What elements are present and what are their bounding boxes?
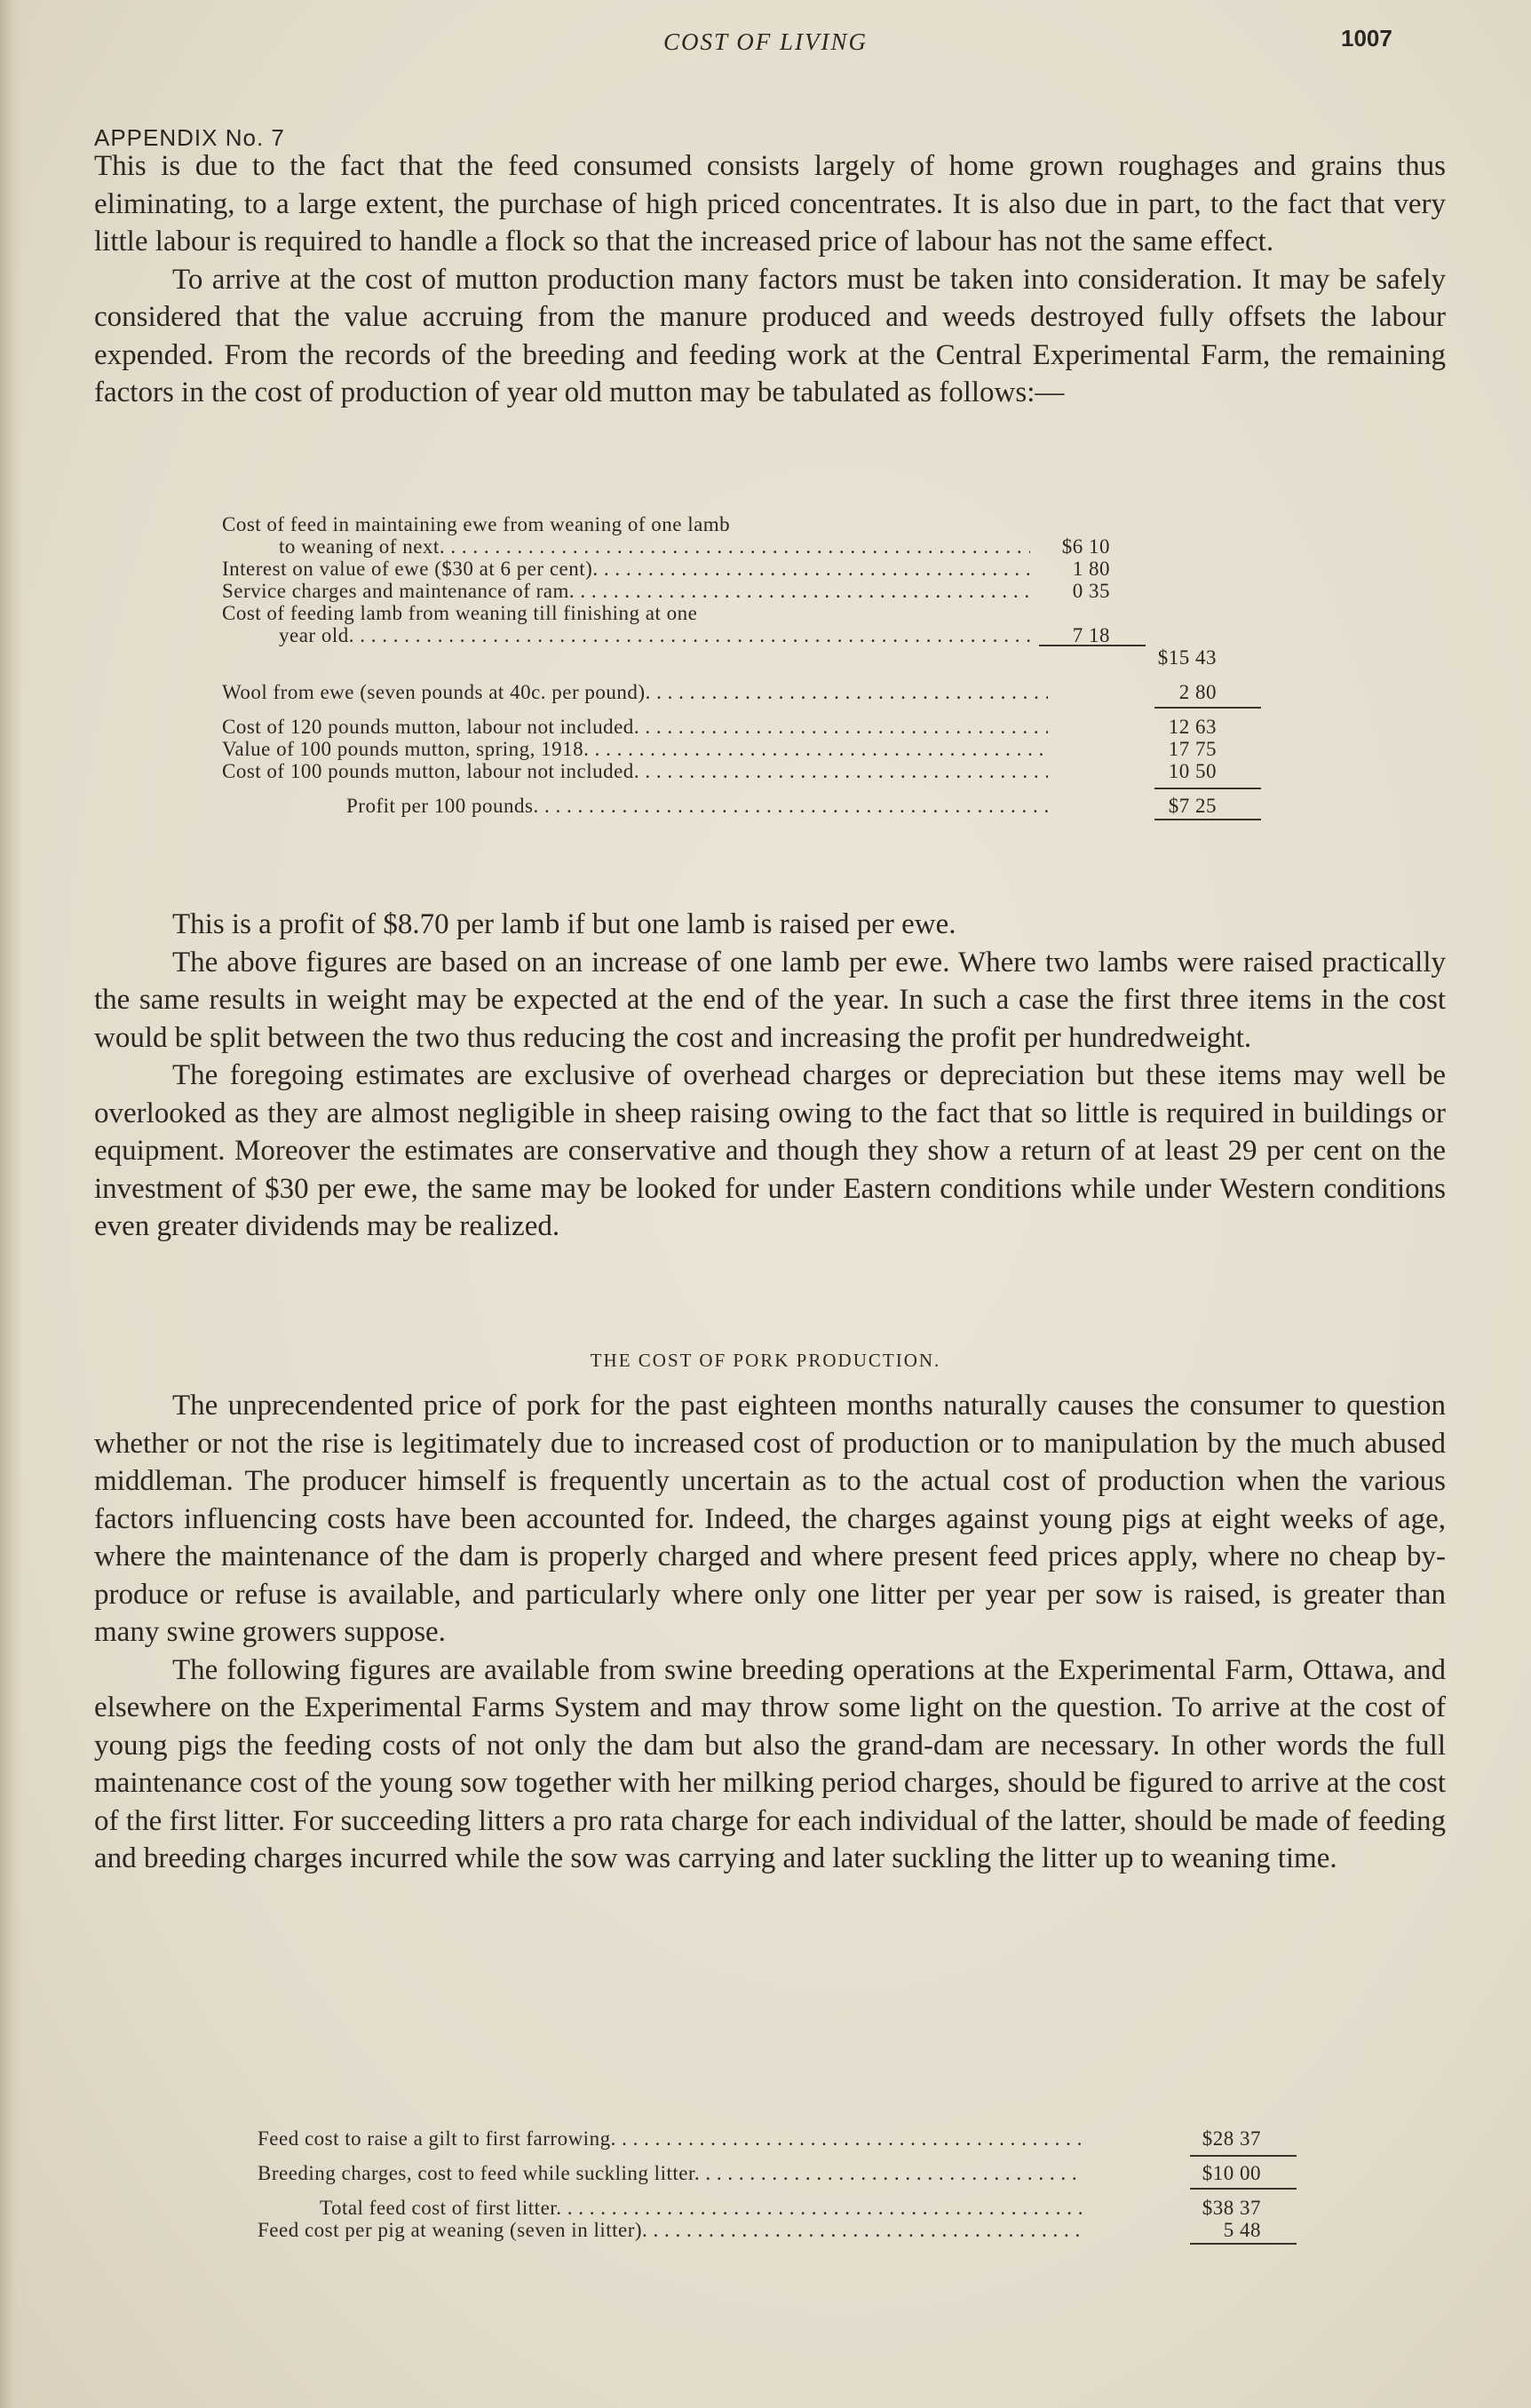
table-value: 0 35 (1072, 580, 1110, 602)
paragraph: The above figures are based on an increase of one lamb per ewe. Where two lambs were raised practically the same results in weight may be expected at the end of the year. In such a case the first three items in the cost would be split between the two thus reducing the cost and increasing the profit per hundredweight. (94, 946, 1446, 1054)
table-value: $28 37 (1202, 2127, 1261, 2150)
table-label: Cost of 100 pounds mutton, labour not included . . . (222, 760, 1048, 782)
pork-text-block (94, 1387, 1446, 1878)
table-value: $10 00 (1202, 2162, 1261, 2184)
table-row (222, 513, 1323, 535)
table-value: 1 80 (1072, 558, 1110, 580)
table-label: Total feed cost of first litter . . . (258, 2197, 1083, 2219)
table-rule (1154, 819, 1261, 820)
table-row (258, 2127, 1350, 2150)
table-label: Wool from ewe (seven pounds at 40c. per pound) . . . (222, 681, 1048, 703)
profit-text-block (94, 906, 1446, 1246)
paragraph: This is a profit of $8.70 per lamb if but one lamb is raised per ewe. (172, 908, 956, 940)
page-number: 1007 (1341, 25, 1392, 51)
table-row (222, 624, 1323, 646)
paragraph: This is due to the fact that the feed consumed consists largely of home grown roughages and grains thus eliminating, to a large extent, the purchase of high priced concentrates. It is also due in part, to the fact that very little labour is required to handle a flock so that the increased price of labour has not the same effect. (94, 150, 1446, 257)
table-label: to weaning of next . . . (222, 535, 1030, 558)
table-row (258, 2197, 1350, 2219)
table-row (222, 558, 1323, 580)
table-label: Profit per 100 pounds . . . (222, 795, 1048, 817)
paragraph: The foregoing estimates are exclusive of overhead charges or depreciation but these items may well be overlooked as they are almost negligible in sheep raising owing to the fact that so little is required in buildings or equipment. Moreover the estimates are conservative and though they show a return of at least 29 per cent on the investment of $30 per ewe, the same may be looked for under Eastern conditions while under Western conditions even greater dividends may be realized. (94, 1059, 1446, 1242)
page-spine-shadow (0, 0, 23, 2408)
table-label: Value of 100 pounds mutton, spring, 1918 . . . (222, 738, 1048, 760)
appendix-label: APPENDIX No. 7 (94, 124, 285, 151)
table-value: $6 10 (1061, 535, 1110, 558)
table-value: 7 18 (1072, 624, 1110, 646)
table-rule (1190, 2188, 1297, 2190)
table-row (222, 738, 1323, 760)
table-value: 12 63 (1168, 716, 1217, 738)
table-row (222, 646, 1323, 669)
paragraph: To arrive at the cost of mutton production many factors must be taken into consideration. It may be safely considered that the value accruing from the manure produced and weeds destroyed fully offsets the labour expended. From the records of the breeding and feeding work at the Central Experimental Farm, the remaining factors in the cost of production of year old mutton may be tabulated as follows:— (94, 263, 1446, 408)
table-value: 2 80 (1178, 681, 1217, 703)
section-heading: THE COST OF PORK PRODUCTION. (590, 1350, 941, 1371)
table-row (258, 2219, 1350, 2241)
table-value: 17 75 (1168, 738, 1217, 760)
table-label: Service charges and maintenance of ram . . . (222, 580, 1030, 602)
table-value: 10 50 (1168, 760, 1217, 782)
table-row (222, 602, 1323, 624)
table-label: Cost of feed in maintaining ewe from weaning of one lamb (222, 513, 731, 535)
table-value: $38 37 (1202, 2197, 1261, 2219)
table-label: Breeding charges, cost to feed while suckling litter . . . (258, 2162, 1083, 2184)
table-rule (1190, 2243, 1297, 2245)
table-row (222, 580, 1323, 602)
table-row (222, 760, 1323, 782)
table-row (222, 795, 1323, 817)
table-label: Feed cost per pig at weaning (seven in litter) . . . (258, 2219, 1083, 2241)
table-rule (1154, 788, 1261, 789)
table-row (222, 681, 1323, 703)
table-row (222, 535, 1323, 558)
paragraph: The unprecendented price of pork for the past eighteen months naturally causes the consumer to question whether or not the rise is legitimately due to increased cost of production or to manipulation by the much abused middleman. The producer himself is frequently uncertain as to the actual cost of production when the various factors influencing costs have been accounted for. Indeed, the charges against young pigs at eight weeks of age, where the maintenance of the dam is properly charged and where present feed prices apply, where no cheap by-produce or refuse is available, and particularly where only one litter per year per sow is raised, is greater than many swine growers suppose. (94, 1390, 1446, 1648)
intro-text-block (94, 147, 1446, 412)
table-label: Cost of 120 pounds mutton, labour not included . . . (222, 716, 1048, 738)
table-value: $15 43 (1157, 646, 1217, 669)
pork-cost-table (258, 2127, 1350, 2241)
table-rule (1154, 707, 1261, 709)
table-value: $7 25 (1168, 795, 1217, 817)
table-label: Feed cost to raise a gilt to first farrowing . . . (258, 2127, 1083, 2150)
paragraph: The following figures are available from swine breeding operations at the Experimental Farm, Ottawa, and elsewhere on the Experimental Farms System and may throw some light on the question. To arrive at the cost of young pigs the feeding costs of not only the dam but also the grand-dam are necessary. In other words the full maintenance cost of the young sow together with her milking period charges, should be figured to arrive at the cost of the first litter. For succeeding litters a pro rata charge for each individual of the latter, should be made of feeding and breeding charges incurred while the sow was carrying and later suckling the litter up to weaning time. (94, 1653, 1446, 1874)
table-value: 5 48 (1223, 2219, 1261, 2241)
table-label: year old . . . (222, 624, 1030, 646)
running-header-title: COST OF LIVING (662, 28, 869, 55)
table-label: Interest on value of ewe ($30 at 6 per cent) . . . (222, 558, 1030, 580)
mutton-cost-table (222, 513, 1323, 817)
table-row (222, 716, 1323, 738)
table-label: Cost of feeding lamb from weaning till finishing at one (222, 602, 698, 624)
table-row (258, 2162, 1350, 2184)
table-rule (1190, 2155, 1297, 2157)
